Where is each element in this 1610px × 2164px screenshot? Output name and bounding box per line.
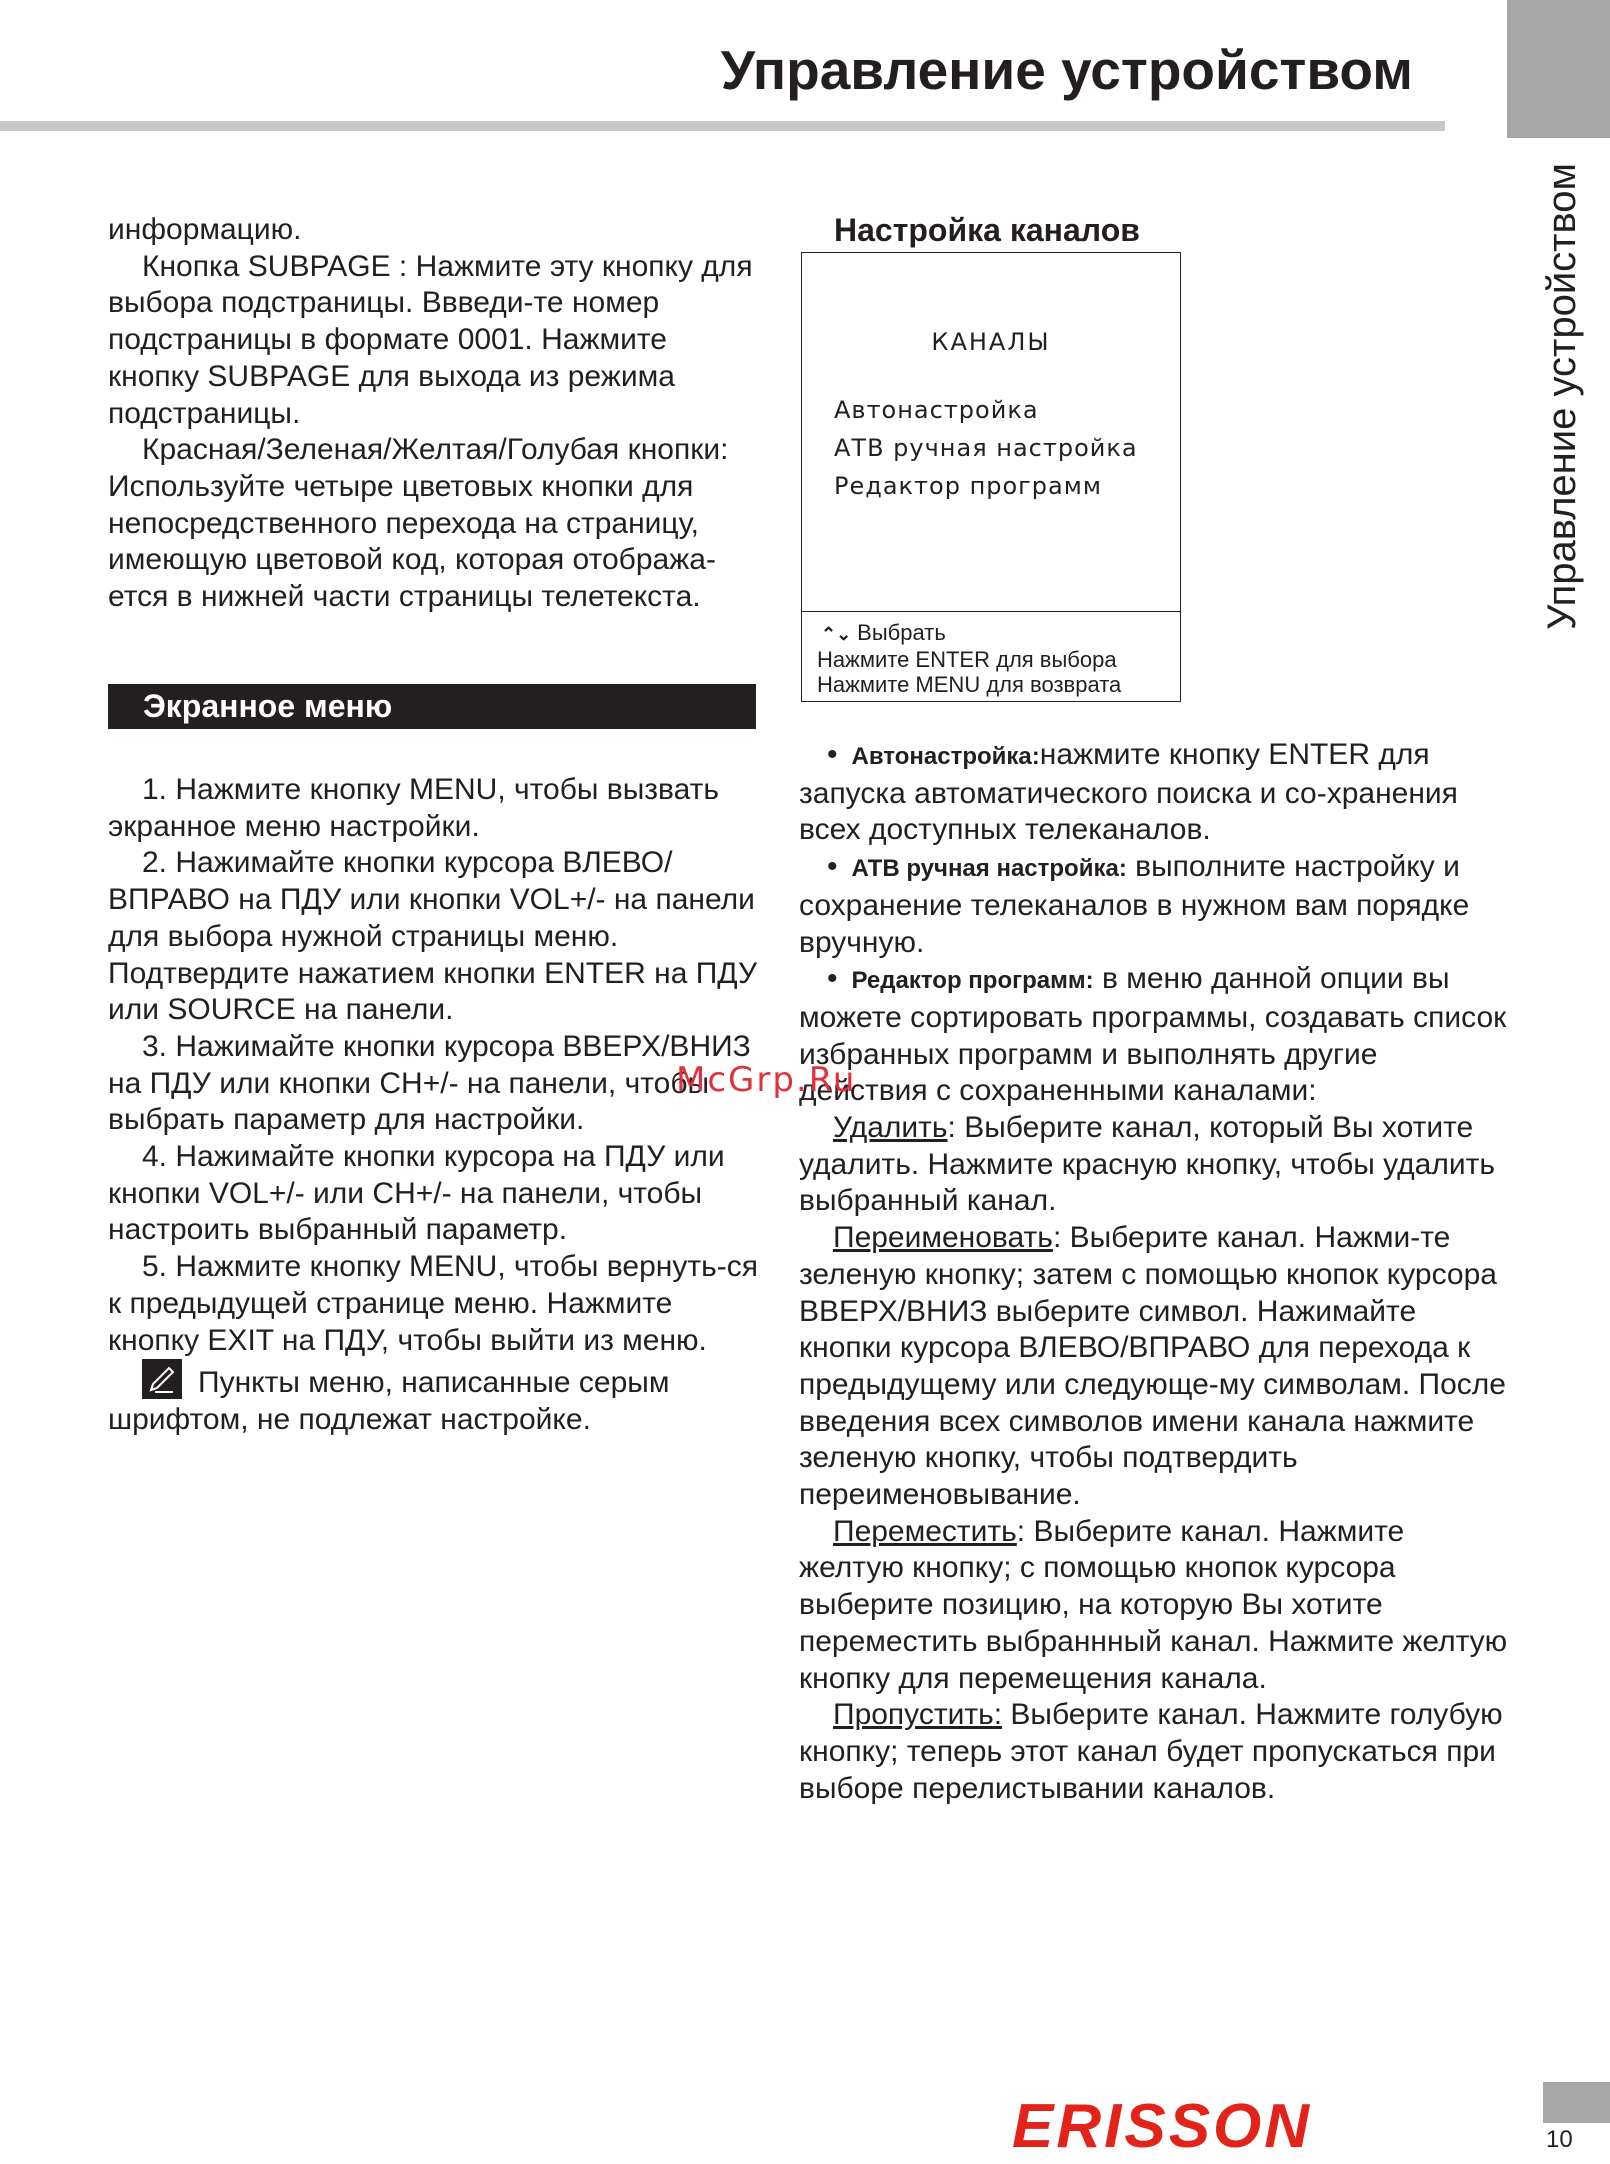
bullet-dot-icon: •: [827, 850, 838, 884]
bullet-dot-icon: •: [827, 962, 838, 996]
editor-item: Переименовать: Выберите канал. Нажми-те зеленую кнопку; затем с помощью кнопок курсора ВВЕРХ/ВНИЗ выберите символ. Нажимайте кнопки курсора ВЛЕВО/ВПРАВО для перехода к предыдущему или следующе-му символам. После введения всех символов имени канала нажмите зеленую кнопку, чтобы подтвердить переименовывание.: [799, 1221, 1506, 1512]
editor-item: Переместить: Выберите канал. Нажмите желтую кнопку; с помощью кнопок курсора выберите позицию, на которую Вы хотите переместить выбраннный канал. Нажмите желтую кнопку для перемещения канала.: [799, 1514, 1508, 1695]
editor-item: Пропустить: Выберите канал. Нажмите голубую кнопку; теперь этот канал будет пропускаться при выборе перелистывании каналов.: [799, 1698, 1503, 1805]
page-number: 10: [1546, 2126, 1573, 2153]
right-column: [799, 737, 1509, 1807]
bullet-item: • АТВ ручная настройка: выполните настройку и сохранение телеканалов в нужном вам порядке вручную.: [799, 850, 1470, 959]
step: 4. Нажимайте кнопки курсора на ПДУ или кнопки VOL+/- или CH+/- на панели, чтобы настроить выбранный параметр.: [108, 1140, 725, 1247]
paragraph: Кнопка SUBPAGE : Нажмите эту кнопку для выбора подстраницы. Ввведи-те номер подстраницы в формате 0001. Нажмите кнопку SUBPAGE для выхода из режима подстраницы.: [108, 249, 753, 430]
bullet-dot-icon: •: [827, 738, 838, 771]
footer-select: Выбрать: [857, 620, 946, 645]
osd-menu-box: [801, 252, 1181, 702]
osd-menu-item: Редактор программ: [834, 472, 1102, 500]
page-title: Управление устройством: [720, 39, 1413, 101]
up-down-arrows-icon: ⌃⌄: [821, 624, 852, 644]
note: [108, 1359, 758, 1438]
svg-text:ERISSON: ERISSON: [1012, 2095, 1313, 2159]
step: 5. Нажмите кнопку MENU, чтобы вернуть-ся к предыдущей странице меню. Нажмите кнопку EXIT на ПДУ, чтобы выйти из меню.: [108, 1250, 758, 1357]
note-text: Пункты меню, написанные серым шрифтом, не подлежат настройке.: [108, 1366, 670, 1436]
paragraph: Красная/Зеленая/Желтая/Голубая кнопки: Используйте четыре цветовых кнопки для непосредственного перехода на страницу, имеющую цветовой код, которая отобража-ется в нижней части страницы телетекста.: [108, 433, 729, 614]
header-rule: [0, 121, 1445, 131]
osd-menu-footer: [802, 611, 1180, 701]
section-heading-bar: Экранное меню: [108, 684, 756, 729]
osd-menu-item: АТВ ручная настройка: [834, 434, 1138, 462]
step: 2. Нажимайте кнопки курсора ВЛЕВО/ВПРАВО на ПДУ или кнопки VOL+/- на панели для выбора нужной страницы меню. Подтвердите нажатием кнопки ENTER на ПДУ или SOURCE на панели.: [108, 846, 757, 1027]
osd-menu-item: Автонастройка: [834, 396, 1039, 424]
side-section-label: Управление устройством: [1540, 162, 1584, 630]
page-number-tab: [1543, 2082, 1610, 2123]
note-pen-icon: [142, 1359, 182, 1399]
bullet-item: • Автонастройка:нажмите кнопку ENTER для запуска автоматического поиска и со-хранения всех доступных телеканалов.: [799, 738, 1458, 847]
paragraph: информацию.: [108, 213, 302, 246]
osd-menu-title: КАНАЛЫ: [931, 328, 1051, 356]
left-column-intro: [108, 212, 758, 616]
side-gray-tab: [1507, 0, 1610, 138]
watermark: McGrp.Ru: [676, 1060, 857, 1100]
brand-logo: [1012, 2095, 1452, 2164]
menu-heading: Настройка каналов: [834, 212, 1140, 248]
step: 3. Нажимайте кнопки курсора ВВЕРХ/ВНИЗ на ПДУ или кнопки CH+/- на панели, чтобы выбрать параметр для настройки.: [108, 1029, 751, 1137]
editor-item: Удалить: Выберите канал, который Вы хотите удалить. Нажмите красную кнопку, чтобы удалить выбранный канал.: [799, 1111, 1495, 1218]
footer-menu: Нажмите MENU для возврата: [817, 672, 1122, 697]
bullet-item: • Редактор программ: в меню данной опции вы можете сортировать программы, создавать список избранных программ и выполнять другие действия с сохраненными каналами:: [799, 962, 1507, 1108]
footer-enter: Нажмите ENTER для выбора: [817, 647, 1117, 672]
left-column-steps: [108, 772, 758, 1439]
step: 1. Нажмите кнопку MENU, чтобы вызвать экранное меню настройки.: [108, 773, 720, 843]
